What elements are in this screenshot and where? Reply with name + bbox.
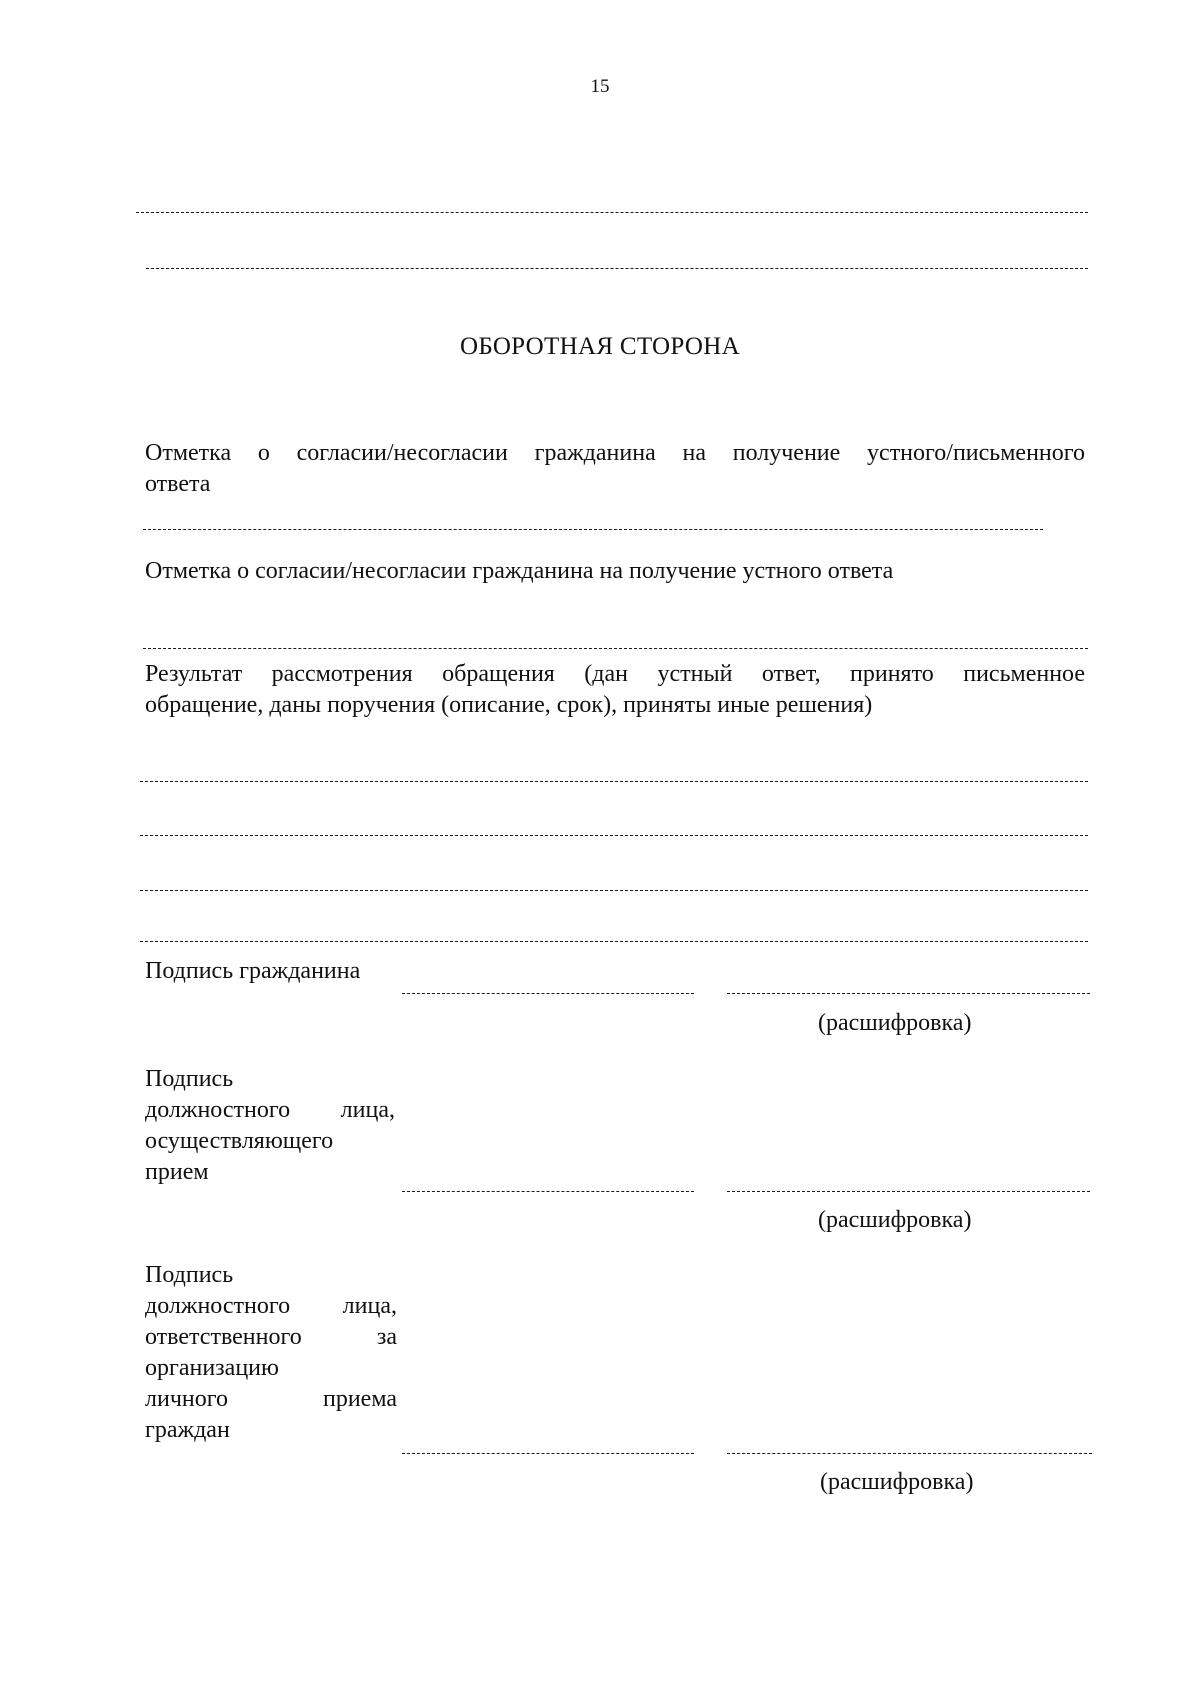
citizen-decode-field[interactable] [727, 993, 1090, 994]
official-receiving-decode-field[interactable] [727, 1191, 1090, 1192]
result-label-line2: обращение, даны поручения (описание, срок), приняты иные решения) [145, 692, 873, 718]
result-field-line[interactable] [140, 941, 1088, 942]
consent-oral-label: Отметка о согласии/несогласии гражданина на получение устного ответа [145, 558, 894, 584]
consent-written-oral-field[interactable] [143, 529, 1043, 530]
official-receiving-decode-label: (расшифровка) [818, 1207, 972, 1233]
blank-line [136, 212, 1088, 213]
blank-line [146, 268, 1088, 269]
consent-written-oral-label-line1: Отметка о согласии/несогласии гражданина на получение устного/письменного [145, 440, 1085, 466]
official-responsible-signature-label: Подпись должностного лица, ответственного за организацию личного приема граждан [145, 1262, 397, 1443]
official-responsible-signature-field[interactable] [402, 1453, 694, 1454]
page-title: ОБОРОТНАЯ СТОРОНА [459, 333, 740, 360]
consent-written-oral-label-line2: ответа [145, 471, 211, 497]
citizen-decode-label: (расшифровка) [818, 1010, 972, 1036]
citizen-signature-label: Подпись гражданина [145, 958, 361, 984]
result-field-line[interactable] [140, 890, 1088, 891]
citizen-signature-field[interactable] [402, 993, 694, 994]
result-field-line[interactable] [140, 781, 1088, 782]
official-responsible-decode-label: (расшифровка) [820, 1469, 974, 1495]
official-receiving-signature-label: Подпись должностного лица, осуществляющего прием [145, 1066, 395, 1185]
result-label-line1: Результат рассмотрения обращения (дан устный ответ, принято письменное [145, 661, 1085, 687]
result-field-line[interactable] [140, 835, 1088, 836]
official-receiving-signature-field[interactable] [402, 1191, 694, 1192]
page-number: 15 [590, 76, 610, 97]
consent-oral-field[interactable] [143, 648, 1088, 649]
official-responsible-decode-field[interactable] [727, 1453, 1092, 1454]
